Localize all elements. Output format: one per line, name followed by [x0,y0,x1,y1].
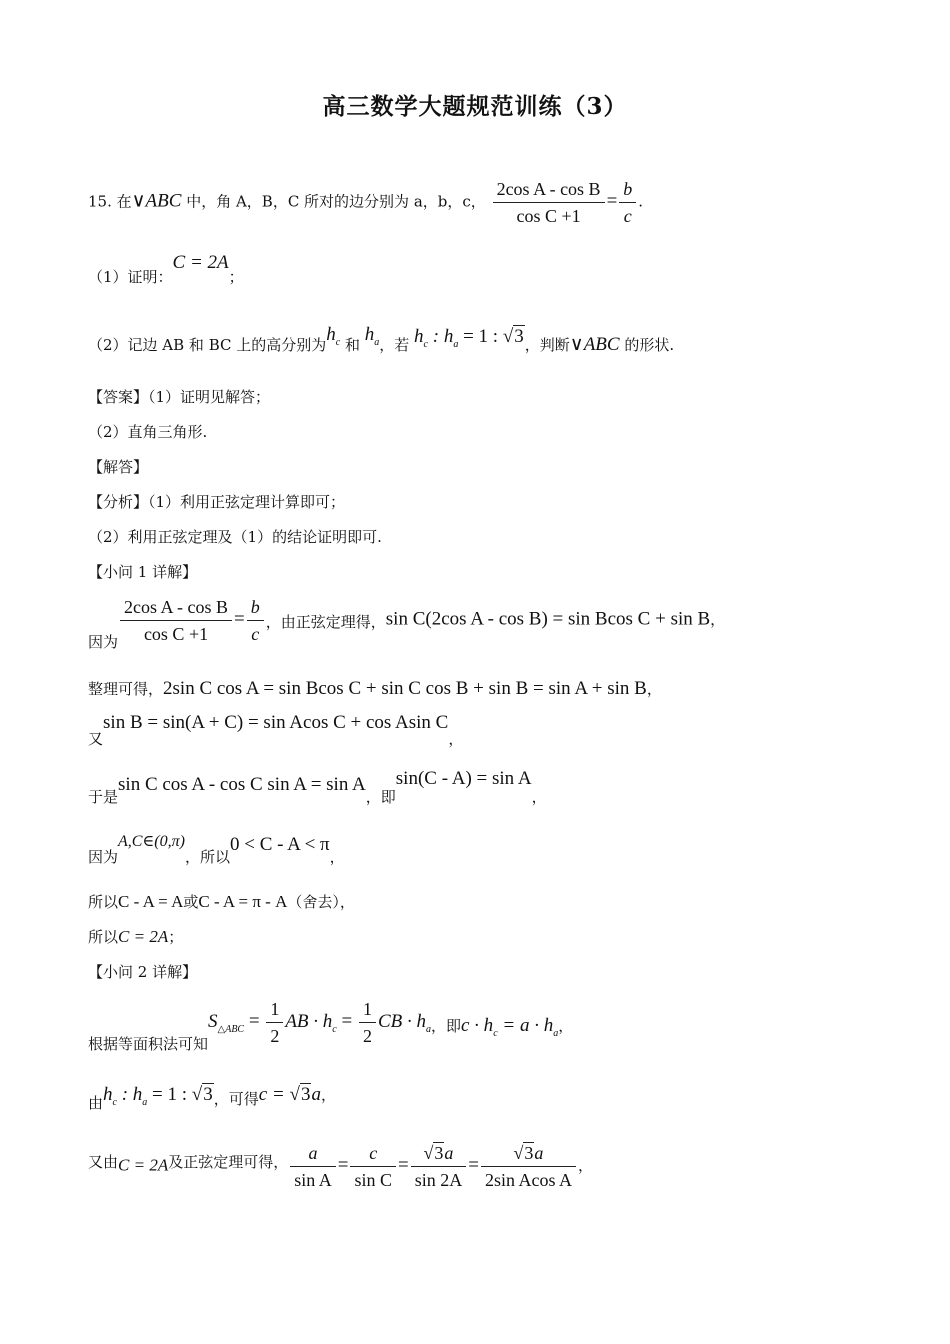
sub1-frac-num: 2cos A - cos B [120,596,232,621]
sub1-frac-den: cos C +1 [143,624,209,644]
part2-if: ，若 [379,336,415,354]
sub1-thus-line [88,768,547,806]
sub1-eq1-end: ， [710,610,726,629]
part2-ha-sub: a [374,336,380,348]
sub1-rhs-fraction [247,596,264,645]
question-15: 15. 在∨ABC 中，角 A，B，C 所对的边分别为 a，b，c， $\frac{\text{2cos A - cos B}}{\text{cos C +1}}$ = $\frac{b}{c}$ . [88,179,644,226]
q15-prefix: 15. 在 [88,192,132,211]
sub1-eq5: sin(C - A) = sin A [395,768,532,789]
sub2-get: ，可得 [213,1090,259,1108]
sub1-eq3-end: ， [448,730,464,748]
sub1-eq2: 2sin C cos A = sin Bcos C + sin C cos B + sin B = sin A + sin B [163,678,647,699]
sub2-frac-3: $\frac{√3a}{\sin 2A}$ [411,1142,467,1191]
sub1-head: 【小问 1 详解】 [88,563,198,581]
sub1-rhs-num: b [247,596,264,621]
part1-math: C = 2A [172,252,229,273]
page-title: 高三数学大题规范训练（3） [322,93,628,120]
sub1-eq4: sin C cos A - cos C sin A = sin A [118,774,366,795]
sub1-so3-line [88,926,183,948]
part2-ratio: $h_c$ : $h_a = 1$ : √3 [414,326,524,350]
part1-label: （1）证明： [88,268,173,286]
q15-frac-num: 2cos A - cos B [493,178,605,203]
part1-end: ； [228,268,244,286]
part-1 [88,252,244,288]
part2-hc: h [326,324,336,345]
sub1-ie: ，即 [365,788,396,806]
q15-mid: 中，角 A，B，C 所对的边分别为 a，b，c， [181,192,486,211]
sub2-s: S [208,1010,218,1032]
part2-triangle: ∨ABC [569,334,620,355]
q15-rhs-den: c [623,206,632,226]
sub2-c-eq: c = √3a [258,1084,321,1105]
sub1-because-line: 因为 $\frac{\text{2cos A - cos B}}{\text{cos C +1}}$ = $\frac{b}{c}$ ，由正弦定理得，sin C(2cos A - cos B) = sin Bcos C + sin B， [88,597,726,651]
sub2-head: 【小问 2 详解】 [88,963,198,981]
sub2-from: 由 [88,1094,104,1112]
sub1-eq2-end: ， [646,680,662,698]
q15-triangle: ∨ABC [131,190,182,212]
sub1-eq5-end: ， [531,788,547,806]
answer-line-1: 【答案】（1）证明见解答； [88,388,271,406]
q15-frac-den: cos C +1 [516,206,581,226]
part2-tail: ，判断 [524,336,570,354]
sub2-also-from-line: 又由C = 2A及正弦定理可得， $\frac{a}{\text{sin A}}$ = $\frac{c}{\text{sin C}}$ = $\frac{√3a}{\sin 2A}$ = $\frac{√3a}{\text{2sin Acos A}}$ ， [88,1143,593,1190]
sub1-rearrange-line [88,678,662,700]
sub2-ratio: $h_c$ : $h_a = 1$ : √3 [103,1084,213,1108]
sub1-eq1: sin C(2cos A - cos B) = sin Bcos C + sin B [385,608,711,630]
sub1-eq7: 0 < C - A < π [230,834,330,855]
solution-head: 【解答】 [88,458,149,476]
sub2-by-area: 根据等面积法可知 [88,1034,209,1053]
part-2 [88,324,675,364]
sub1-also: 又 [88,730,104,748]
sub1-so: ，所以 [184,848,230,866]
sub1-eq8: C - A = A [118,892,184,911]
part2-shape: 的形状. [619,336,675,354]
sub1-fraction [120,596,232,645]
sub1-rhs-den: c [251,624,260,644]
sub2-frac-2: $\frac{c}{\text{sin C}}$ [350,1142,396,1191]
q15-rhs-fraction [619,178,636,227]
sub1-also-line [88,712,464,748]
sub1-since-line [88,833,345,866]
q15-fraction [493,178,605,227]
answer-line-2: （2）直角三角形. [88,423,208,441]
sub1-eq3: sin B = sin(A + C) = sin Acos C + cos Asin C [103,712,449,733]
sub1-thus: 于是 [88,788,119,806]
sub1-or: 或 [183,893,199,911]
sub1-so2-line [88,891,355,913]
sub1-so2: 所以 [88,893,119,911]
analysis-line-1: 【分析】（1）利用正弦定理计算即可； [88,493,346,511]
sub1-rearrange: 整理可得， [88,680,164,698]
part2-hc-sub: c [335,336,341,348]
sub2-frac-4: $\frac{√3a}{\text{2sin Acos A}}$ [481,1142,576,1191]
sub1-because: 因为 [88,632,119,651]
sub2-frac-1: $\frac{a}{\text{sin A}}$ [290,1142,336,1191]
sub2-half-2: $\frac{1}{2}$ [359,998,376,1047]
sub2-area-line: 根据等面积法可知$S_{\triangle ABC}$ = $\frac{1}{2}$ AB · $h_c$ = $\frac{1}{2}$ CB · $h_a$，即$c \cdot h_c = a \cdot h_a$， [88,999,574,1053]
sub1-eq7-end: ， [329,848,345,866]
sub1-eq9: C - A = π - A [198,892,288,911]
sub1-since: 因为 [88,848,119,866]
sub1-eq10: C = 2A [118,927,169,946]
analysis-line-2: （2）利用正弦定理及（1）的结论证明即可. [88,528,382,546]
sub2-c2a: C = 2A [118,1155,169,1175]
sub2-sine-law: 及正弦定理可得， [168,1152,289,1171]
sub2-half-1: $\frac{1}{2}$ [266,998,283,1047]
sub2-ie: ，即 [430,1016,461,1035]
part2-label: （2）记边 AB 和 BC 上的高分别为 [88,336,327,354]
sub1-discard: （舍去）， [287,893,355,911]
sub1-so3: 所以 [88,928,119,946]
sub1-eq10-end: ； [168,928,184,946]
sub2-s-sub: △ABC [217,1023,245,1035]
sub1-by-sine: ，由正弦定理得， [265,612,386,631]
q15-end: . [638,192,644,211]
sub1-eq6: A,C∈(0,π) [118,833,185,850]
sub2-from-line: 由$h_c$ : $h_a = 1$ : √3，可得c = √3a， [88,1084,336,1112]
sub2-also-from: 又由 [88,1152,119,1171]
q15-rhs-num: b [619,178,636,203]
part2-ha: h [364,324,375,345]
part2-and: 和 [340,336,365,354]
